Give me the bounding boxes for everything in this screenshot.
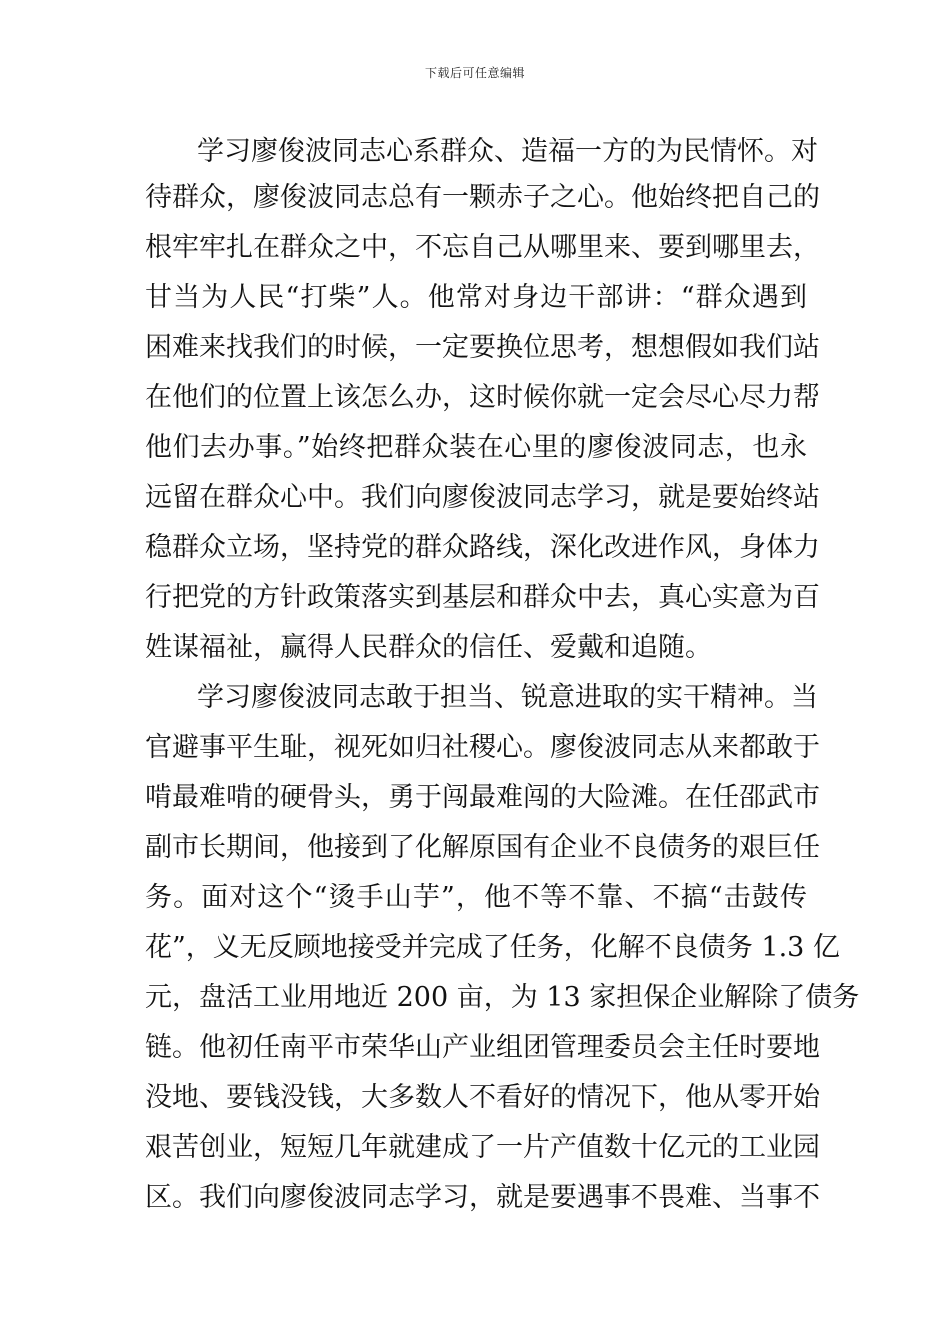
paragraph-1-line: 在他们的位置上该怎么办，这时候你就一定会尽心尽力帮 [145, 382, 820, 413]
paragraph-1-line: 学习廖俊波同志心系群众、造福一方的为民情怀。对 [197, 136, 818, 167]
paragraph-2-line: 官避事平生耻，视死如归社稷心。廖俊波同志从来都敢于 [145, 732, 820, 763]
paragraph-1-line: 根牢牢扎在群众之中，不忘自己从哪里来、要到哪里去， [145, 232, 820, 263]
paragraph-1-line: 远留在群众心中。我们向廖俊波同志学习，就是要始终站 [145, 482, 820, 513]
paragraph-2-line: 学习廖俊波同志敢于担当、锐意进取的实干精神。当 [197, 682, 818, 713]
paragraph-2-line: 区。我们向廖俊波同志学习，就是要遇事不畏难、当事不 [145, 1182, 820, 1213]
paragraph-1-line: 行把党的方针政策落实到基层和群众中去，真心实意为百 [145, 582, 820, 613]
paragraph-1-line: 待群众，廖俊波同志总有一颗赤子之心。他始终把自己的 [145, 182, 820, 213]
paragraph-2-line: 没地、要钱没钱，大多数人不看好的情况下，他从零开始 [145, 1082, 820, 1113]
paragraph-1-line: 他们去办事。”始终把群众装在心里的廖俊波同志，也永 [145, 432, 807, 463]
page-header: 下载后可任意编辑 [424, 66, 525, 80]
paragraph-1-line: 困难来找我们的时候，一定要换位思考，想想假如我们站 [145, 332, 820, 363]
paragraph-2-line: 艰苦创业，短短几年就建成了一片产值数十亿元的工业园 [145, 1132, 820, 1163]
paragraph-1-line: 姓谋福祉，赢得人民群众的信任、爱戴和追随。 [145, 632, 712, 663]
paragraph-1-line: 稳群众立场，坚持党的群众路线，深化改进作风，身体力 [145, 532, 820, 563]
paragraph-2-line: 元，盘活工业用地近 200 亩，为 13 家担保企业解除了债务 [145, 982, 860, 1013]
paragraph-2-line: 务。面对这个“烫手山芋”，他不等不靠、不搞“击鼓传 [145, 882, 807, 913]
paragraph-2-line: 花”，义无反顾地接受并完成了任务，化解不良债务 1.3 亿 [145, 932, 840, 963]
paragraph-2-line: 副市长期间，他接到了化解原国有企业不良债务的艰巨任 [145, 832, 820, 863]
paragraph-2-line: 链。他初任南平市荣华山产业组团管理委员会主任时要地 [145, 1032, 820, 1063]
paragraph-2-line: 啃最难啃的硬骨头，勇于闯最难闯的大险滩。在任邵武市 [145, 782, 820, 813]
paragraph-1-line: 甘当为人民“打柴”人。他常对身边干部讲：“群众遇到 [145, 282, 807, 313]
